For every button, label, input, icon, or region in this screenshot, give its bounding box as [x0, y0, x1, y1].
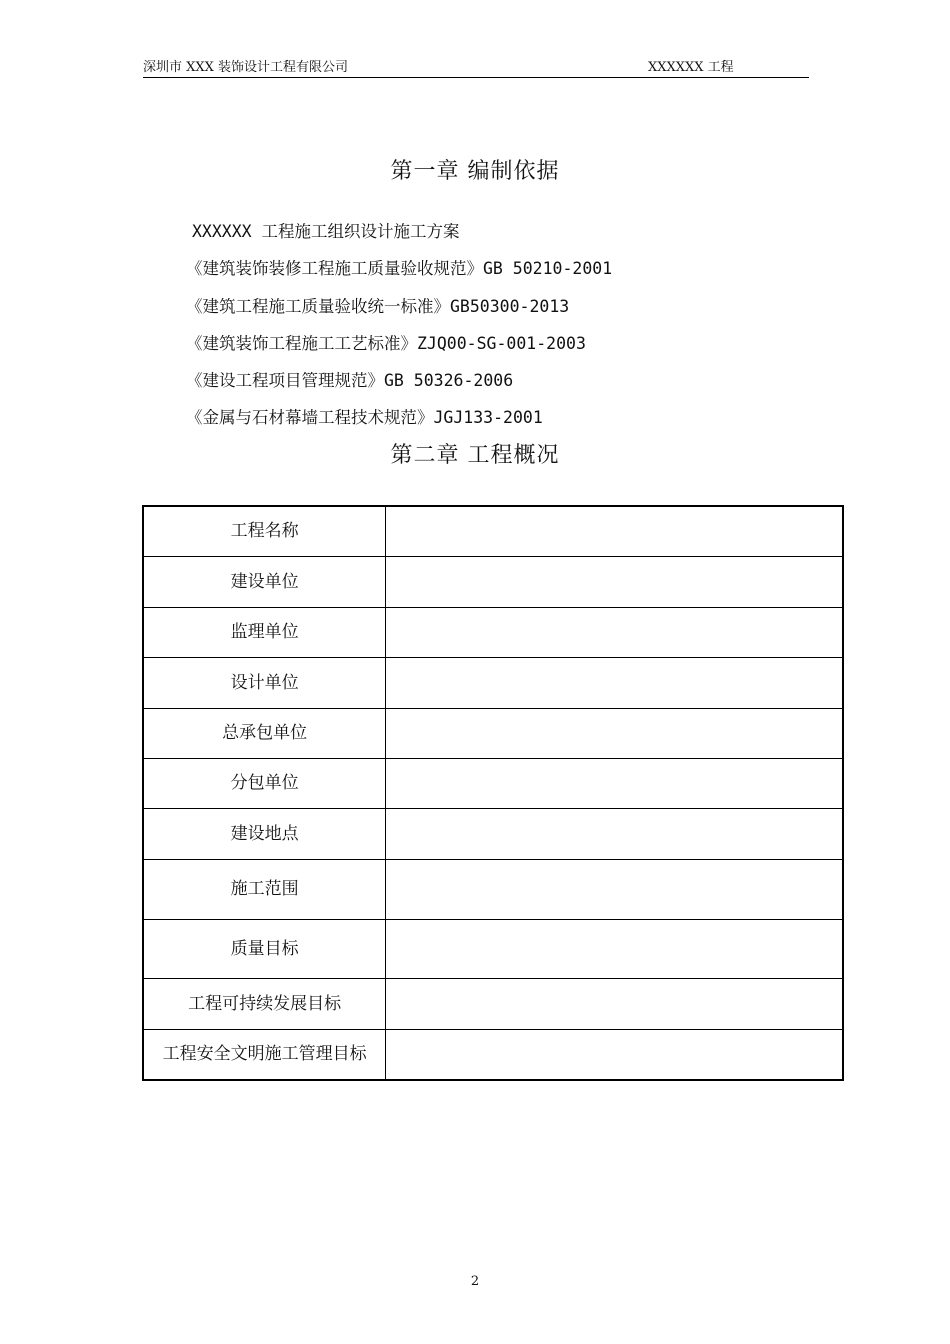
- reference-item: 《建筑装饰工程施工工艺标准》ZJQ00-SG-001-2003: [186, 333, 586, 353]
- row-value: [386, 919, 843, 978]
- page-header: [143, 58, 809, 78]
- page-number: 2: [470, 1274, 480, 1289]
- header-project-name: XXXXXX 工程: [648, 60, 734, 75]
- header-company-name: 深圳市 XXX 装饰设计工程有限公司: [143, 60, 349, 75]
- table-row: [143, 657, 843, 708]
- table-row: [143, 978, 843, 1029]
- table-row: [143, 506, 843, 556]
- table-row: [143, 1029, 843, 1080]
- row-value: [386, 859, 843, 919]
- row-label: 工程名称: [143, 506, 386, 556]
- reference-item: 《建设工程项目管理规范》GB 50326-2006: [186, 371, 514, 391]
- row-value: [386, 506, 843, 556]
- row-value: [386, 1029, 843, 1080]
- table-row: [143, 708, 843, 758]
- table-row: [143, 758, 843, 808]
- chapter-2-title: 第二章 工程概况: [390, 443, 560, 468]
- row-value: [386, 978, 843, 1029]
- row-label: 监理单位: [143, 607, 386, 657]
- row-label: 分包单位: [143, 758, 386, 808]
- reference-item: 《建筑工程施工质量验收统一标准》GB50300-2013: [186, 296, 570, 316]
- table-row: [143, 607, 843, 657]
- chapter-1-title: 第一章 编制依据: [390, 159, 560, 184]
- row-label: 工程可持续发展目标: [143, 978, 386, 1029]
- row-label: 总承包单位: [143, 708, 386, 758]
- row-label: 设计单位: [143, 657, 386, 708]
- row-label: 质量目标: [143, 919, 386, 978]
- row-label: 建设地点: [143, 808, 386, 859]
- row-label: 建设单位: [143, 556, 386, 607]
- table-row: [143, 556, 843, 607]
- project-overview-table: [142, 505, 844, 1081]
- reference-item: XXXXXX 工程施工组织设计施工方案: [192, 222, 460, 241]
- reference-item: 《建筑装饰装修工程施工质量验收规范》GB 50210-2001: [186, 259, 613, 279]
- row-value: [386, 556, 843, 607]
- row-value: [386, 708, 843, 758]
- row-label: 施工范围: [143, 859, 386, 919]
- table-row: [143, 919, 843, 978]
- row-value: [386, 607, 843, 657]
- row-value: [386, 657, 843, 708]
- table-row: [143, 859, 843, 919]
- table-row: [143, 808, 843, 859]
- row-value: [386, 808, 843, 859]
- row-value: [386, 758, 843, 808]
- reference-item: 《金属与石材幕墙工程技术规范》JGJ133-2001: [186, 408, 543, 428]
- row-label: 工程安全文明施工管理目标: [143, 1029, 386, 1080]
- reference-list: [186, 219, 612, 443]
